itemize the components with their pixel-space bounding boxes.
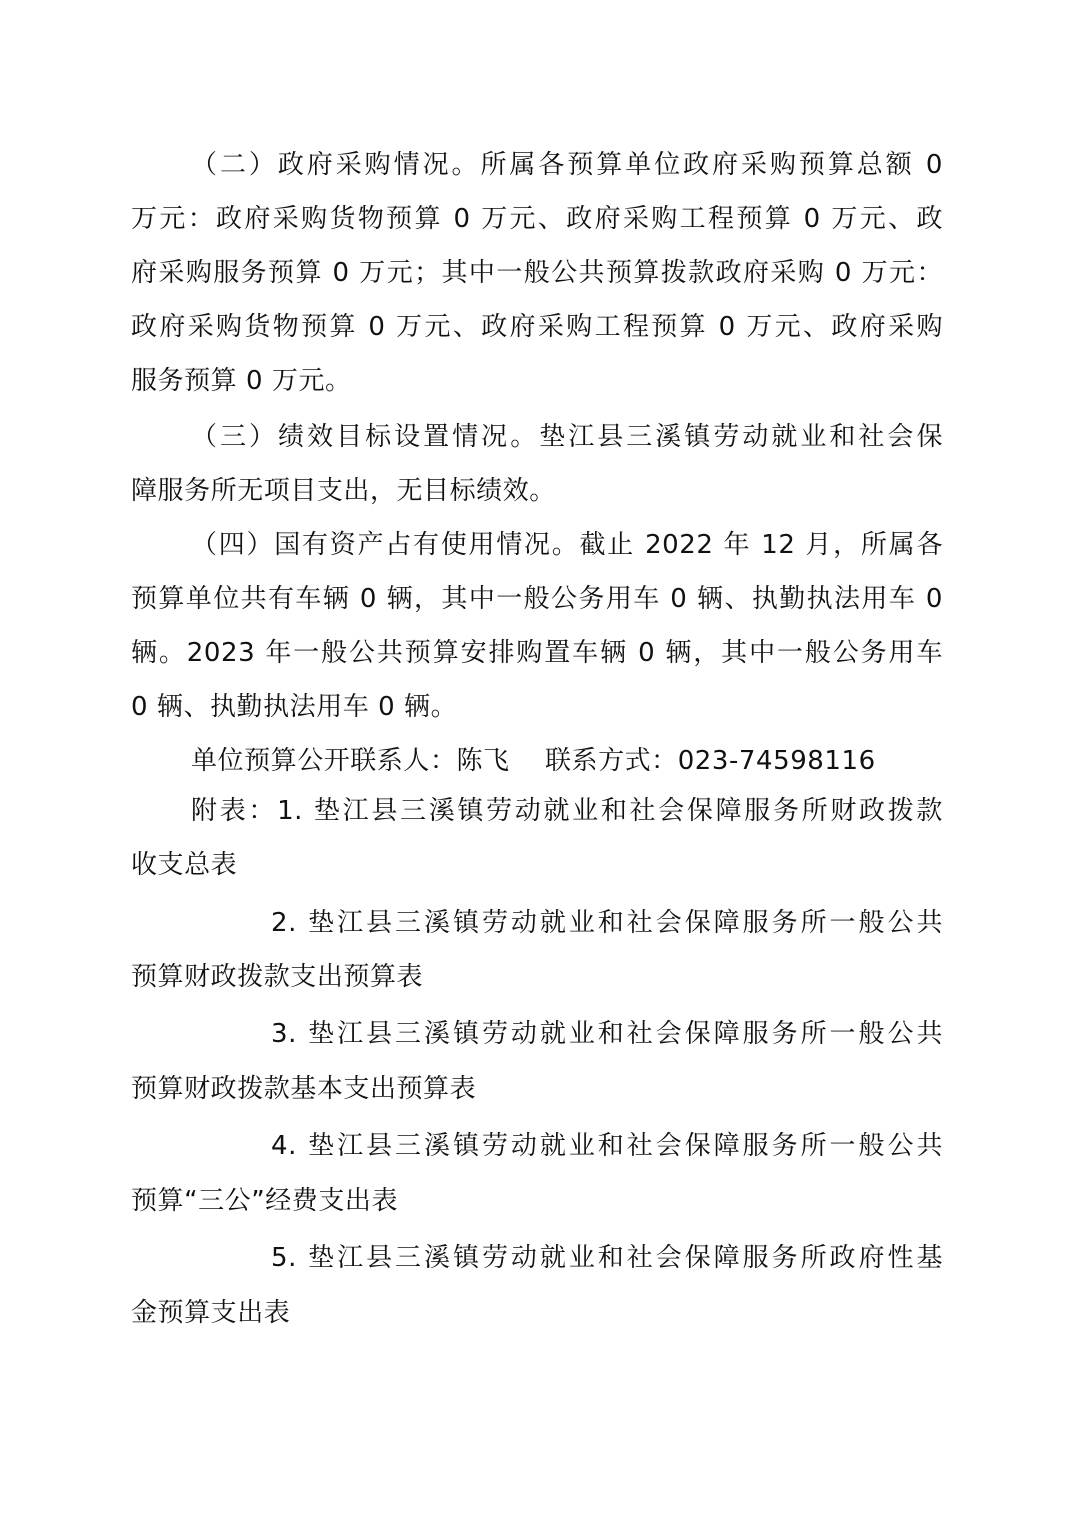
attachment-1-line-2: 收支总表 bbox=[131, 850, 238, 880]
contact-line: 单位预算公开联系人：陈飞 联系方式：023-74598116 bbox=[191, 746, 876, 776]
attachment-5-line-2: 金预算支出表 bbox=[131, 1298, 291, 1328]
assets-line-3: 辆。2023 年一般公共预算安排购置车辆 0 辆，其中一般公务用车 bbox=[131, 638, 943, 668]
attachment-2-line-2: 预算财政拨款支出预算表 bbox=[131, 962, 424, 992]
performance-line-1: （三）绩效目标设置情况。垫江县三溪镇劳动就业和社会保 bbox=[191, 422, 943, 452]
procurement-line-2: 万元：政府采购货物预算 0 万元、政府采购工程预算 0 万元、政 bbox=[131, 204, 943, 234]
procurement-line-4: 政府采购货物预算 0 万元、政府采购工程预算 0 万元、政府采购 bbox=[131, 312, 943, 342]
attachment-5-line-1: 5. 垫江县三溪镇劳动就业和社会保障服务所政府性基 bbox=[271, 1243, 943, 1273]
assets-line-4: 0 辆、执勤执法用车 0 辆。 bbox=[131, 692, 458, 722]
procurement-line-5: 服务预算 0 万元。 bbox=[131, 366, 352, 396]
performance-line-2: 障服务所无项目支出，无目标绩效。 bbox=[131, 476, 556, 506]
attachment-4-line-1: 4. 垫江县三溪镇劳动就业和社会保障服务所一般公共 bbox=[271, 1131, 943, 1161]
attachment-3-line-1: 3. 垫江县三溪镇劳动就业和社会保障服务所一般公共 bbox=[271, 1019, 943, 1049]
assets-line-1: （四）国有资产占有使用情况。截止 2022 年 12 月，所属各 bbox=[191, 530, 943, 560]
attachment-2-line-1: 2. 垫江县三溪镇劳动就业和社会保障服务所一般公共 bbox=[271, 908, 943, 938]
procurement-line-3: 府采购服务预算 0 万元；其中一般公共预算拨款政府采购 0 万元： bbox=[131, 258, 943, 288]
attachment-4-line-2: 预算“三公”经费支出表 bbox=[131, 1186, 398, 1216]
procurement-line-1: （二）政府采购情况。所属各预算单位政府采购预算总额 0 bbox=[191, 150, 943, 180]
attachment-1-line-1: 附表：1. 垫江县三溪镇劳动就业和社会保障服务所财政拨款 bbox=[191, 796, 943, 826]
attachment-3-line-2: 预算财政拨款基本支出预算表 bbox=[131, 1074, 477, 1104]
assets-line-2: 预算单位共有车辆 0 辆，其中一般公务用车 0 辆、执勤执法用车 0 bbox=[131, 584, 943, 614]
